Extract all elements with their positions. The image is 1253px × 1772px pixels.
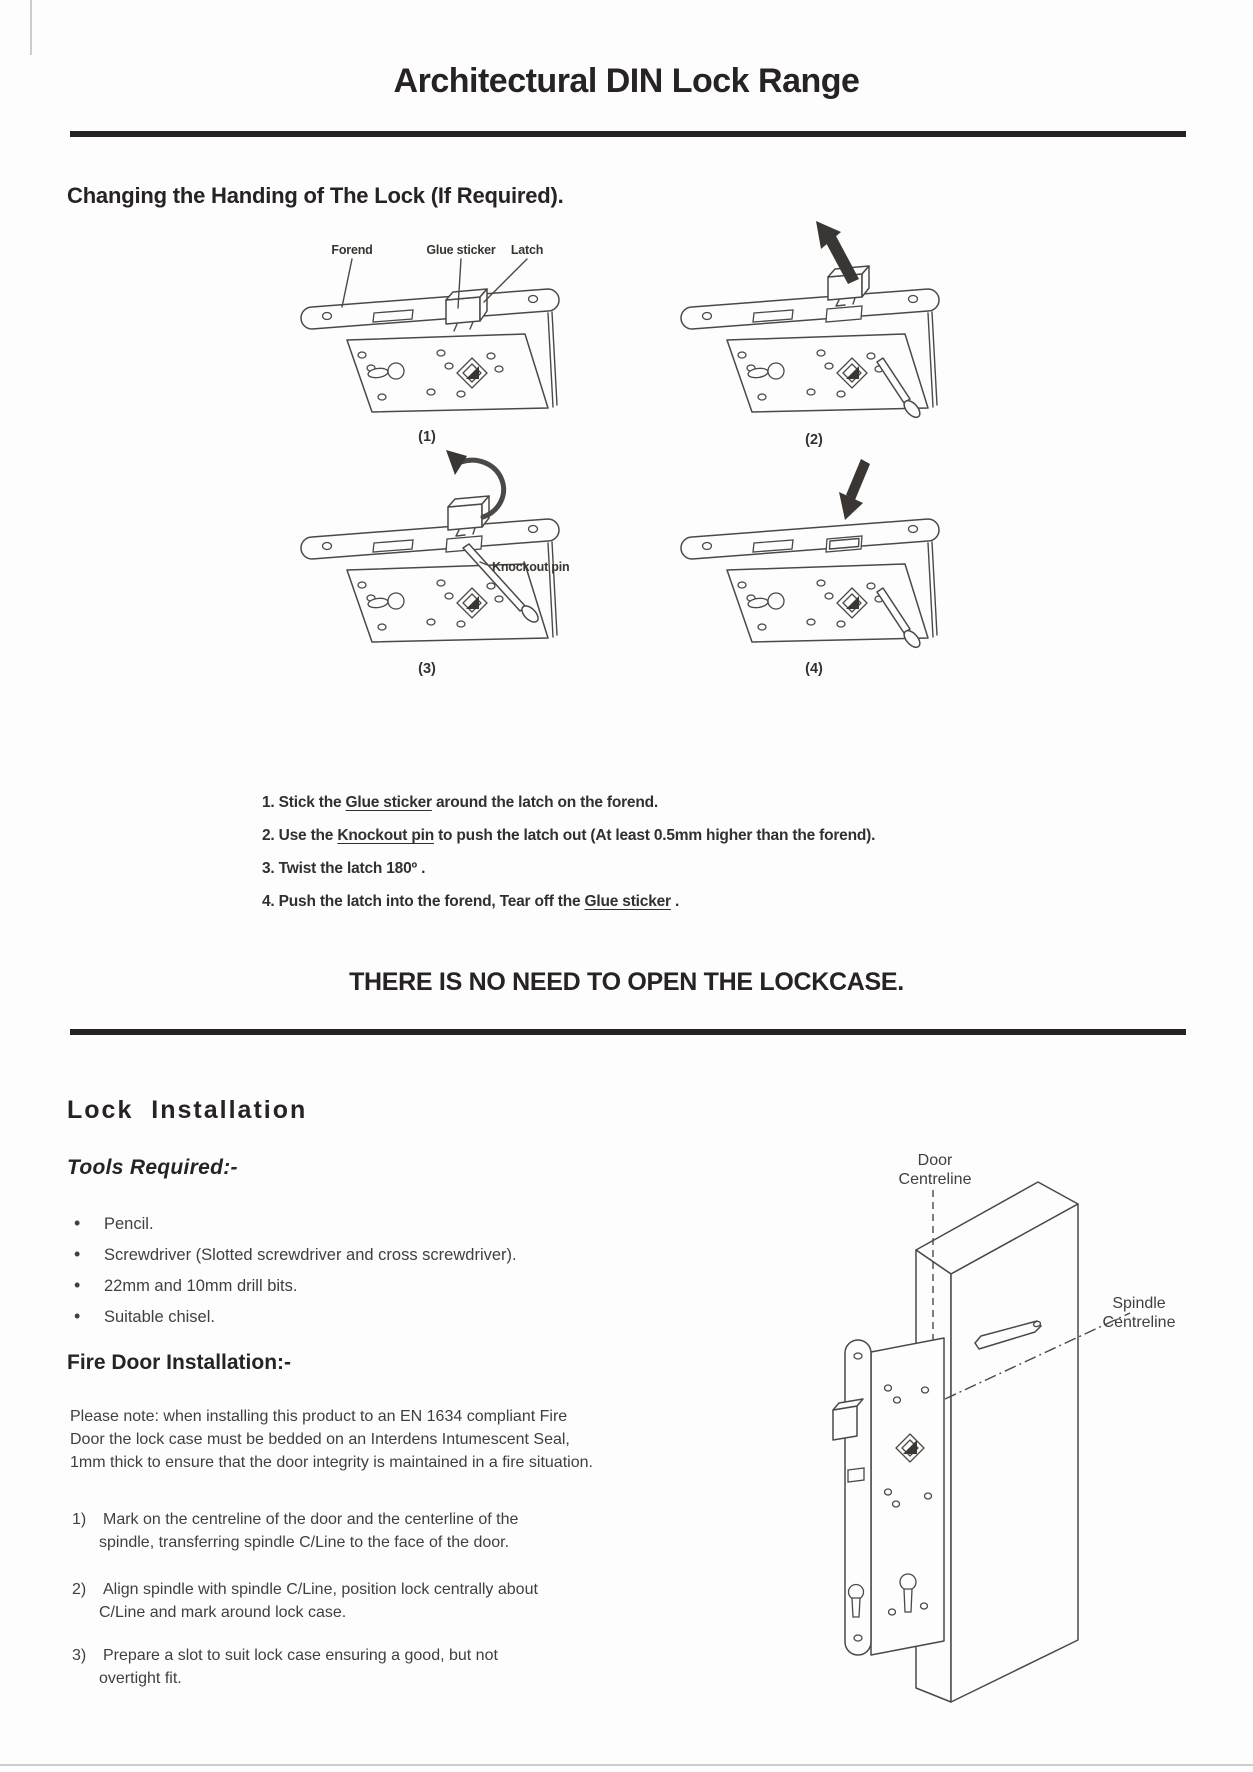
fire-note-line: Please note: when installing this product to an EN 1634 compliant Fire xyxy=(70,1408,568,1425)
glue-sticker-label: Glue sticker xyxy=(426,243,496,257)
divider-rule-top xyxy=(70,131,1186,137)
forend-label: Forend xyxy=(331,243,373,257)
door-installation-diagram xyxy=(740,1140,1220,1740)
tool-item: • Suitable chisel. xyxy=(74,1306,215,1327)
diagram-caption-4: (4) xyxy=(805,661,823,677)
spindle-centreline-label-line1: Spindle xyxy=(1112,1295,1166,1312)
mortise-lock xyxy=(833,1338,944,1655)
arrow-down-icon xyxy=(839,459,870,520)
tool-item: • 22mm and 10mm drill bits. xyxy=(74,1275,297,1296)
door-centreline-label-line2: Centreline xyxy=(898,1171,972,1188)
deadbolt-slot xyxy=(848,1468,864,1482)
install-step-number: 2) xyxy=(72,1581,87,1598)
latch xyxy=(446,289,487,331)
scan-edge-left xyxy=(30,0,32,55)
fire-note-line: 1mm thick to ensure that the door integrity is maintained in a fire situation. xyxy=(70,1454,593,1471)
install-step-text: Prepare a slot to suit lock case ensuring a good, but not xyxy=(103,1647,498,1664)
tool-item: • Screwdriver (Slotted screwdriver and cross screwdriver). xyxy=(74,1244,517,1265)
door-centreline-label-line1: Door xyxy=(917,1152,953,1169)
tool-item: • Pencil. xyxy=(74,1213,154,1234)
diagram-caption-3: (3) xyxy=(418,661,436,677)
page-title: Architectural DIN Lock Range xyxy=(393,62,860,100)
tools-required-heading: Tools Required:- xyxy=(67,1156,238,1179)
handing-step-2: 2. Use the Knockout pin to push the latch out (At least 0.5mm higher than the forend). xyxy=(262,827,876,844)
handing-step-4: 4. Push the latch into the forend, Tear off the Glue sticker . xyxy=(262,893,680,910)
handing-step-3: 3. Twist the latch 180º . xyxy=(262,860,426,877)
diagram-caption-2: (2) xyxy=(805,432,823,448)
section2-heading: Lock Installation xyxy=(67,1096,308,1124)
install-step-number: 3) xyxy=(72,1647,87,1664)
install-step-text: Mark on the centreline of the door and the centerline of the xyxy=(103,1511,519,1528)
install-step-text: C/Line and mark around lock case. xyxy=(99,1604,347,1621)
lockcase-banner: THERE IS NO NEED TO OPEN THE LOCKCASE. xyxy=(349,968,904,996)
fire-note-line: Door the lock case must be bedded on an Interdens Intumescent Seal, xyxy=(70,1431,570,1448)
latch-label: Latch xyxy=(510,243,544,257)
knockout-pin-label: Knockout pin xyxy=(492,560,570,574)
section1-heading: Changing the Handing of The Lock (If Required). xyxy=(67,183,564,208)
install-step-text: Align spindle with spindle C/Line, position lock centrally about xyxy=(103,1581,538,1598)
scan-edge-bottom xyxy=(0,1764,1253,1766)
fire-door-heading: Fire Door Installation:- xyxy=(67,1351,292,1374)
handing-step-1: 1. Stick the Glue sticker around the latch on the forend. xyxy=(262,794,658,811)
install-step-number: 1) xyxy=(72,1511,87,1528)
diagram-step-2 xyxy=(510,215,980,465)
install-step-text: overtight fit. xyxy=(99,1670,182,1687)
install-step-text: spindle, transferring spindle C/Line to the face of the door. xyxy=(99,1534,510,1551)
diagram-step-4 xyxy=(510,445,980,695)
diagram-caption-1: (1) xyxy=(418,429,436,445)
spindle-centreline-label-line2: Centreline xyxy=(1102,1314,1176,1331)
divider-rule-middle xyxy=(70,1029,1186,1035)
